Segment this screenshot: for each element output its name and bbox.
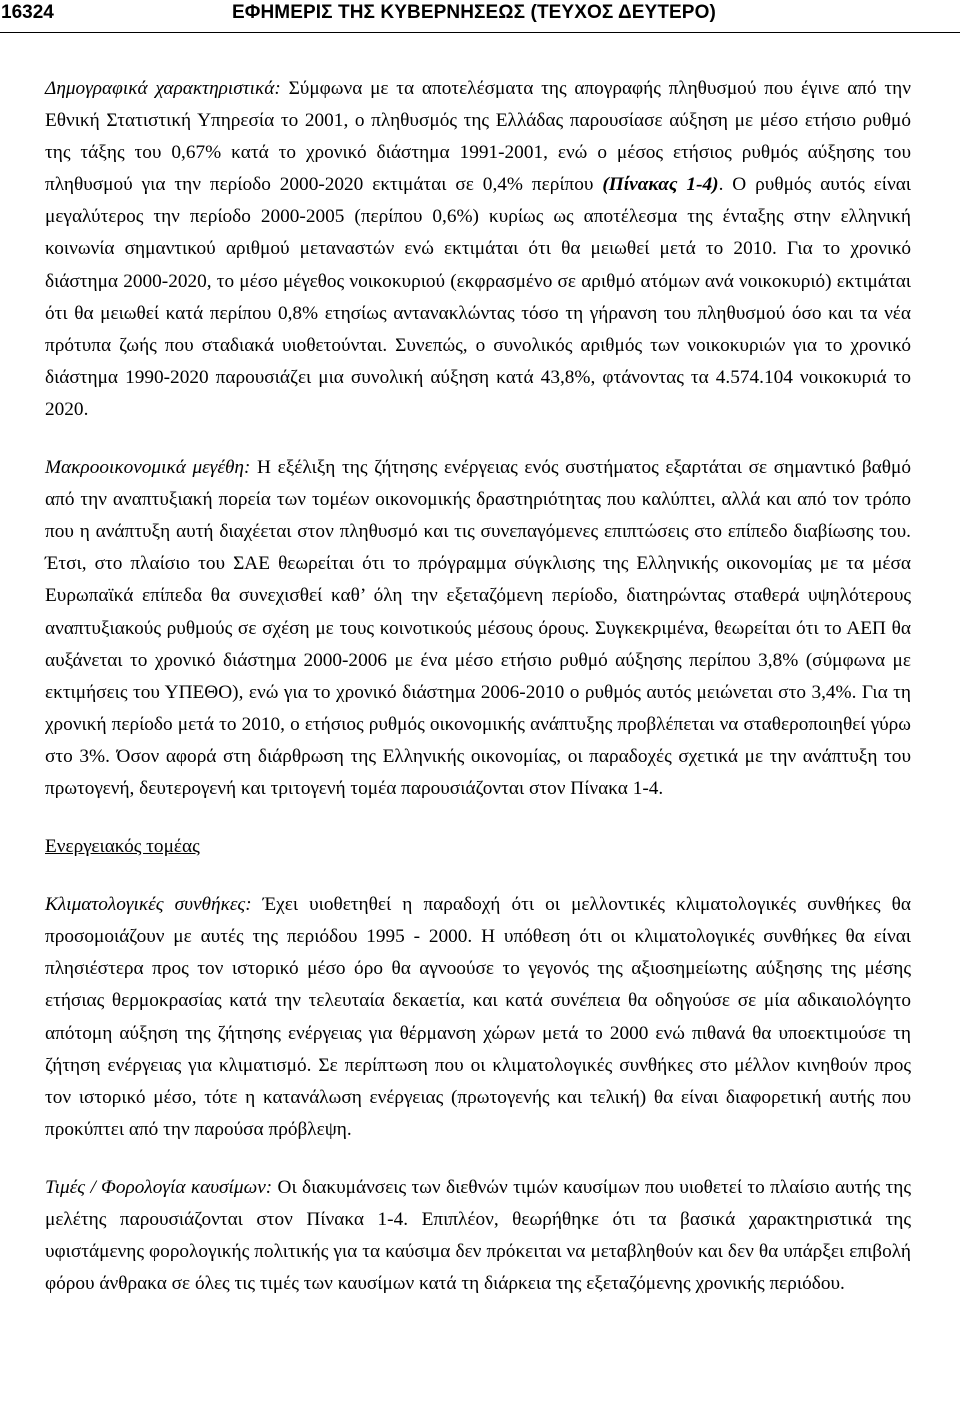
fuel-prices-text: Οι διακυμάνσεις των διεθνών τιμών καυσίμων που υιοθετεί το πλαίσιο αυτής της μελέτης παρουσιάζονται στον Πίνακα 1-4. Επιπλέον, θεωρήθηκε ότι τα βασικά χαρακτηριστικά της υφιστάμενης φορολογικής πολιτικής για τα καύσιμα δεν πρόκειται να μεταβληθούν και δεν θα υπάρξει επιβολή φόρου άνθρακα σε όλες τις τιμές των καυσίμων κατά τη διάρκεια της εξεταζόμενης χρονικής περιόδου.: [45, 1176, 911, 1295]
page-header: [0, 0, 960, 30]
header-rule: [0, 32, 960, 33]
document-body: [45, 73, 911, 1300]
macroeconomics-paragraph: [45, 452, 911, 805]
demographics-paragraph: [45, 73, 911, 426]
energy-sector-heading: Ενεργειακός τομέας: [45, 836, 200, 858]
demographics-text-b: . Ο ρυθμός αυτός είναι μεγαλύτερος την περίοδο 2000-2005 (περίπου 0,6%) κυρίως ως αποτέλεσμα της ένταξης στην ελληνική κοινωνία σημαντικού αριθμού μεταναστών ενώ εκτιμάται ότι θα μειωθεί μετά το 2010. Για το χρονικό διάστημα 2000-2020, το μέσο μέγεθος νοικοκυριού (εκφρασμένο σε αριθμό ατόμων ανά νοικοκυριό) εκτιμάται ότι θα μειωθεί κατά περίπου 0,8% ετησίως αντανακλώντας τόσο τη γήρανση του πληθυσμού όσο και τα νέα πρότυπα ζωής που σταδιακά υιοθετούνται. Συνεπώς, ο συνολικός αριθμός των νοικοκυριών για το χρονικό διάστημα 1990-2020 παρουσιάζει μια συνολική αύξηση κατά 43,8%, φτάνοντας τα 4.574.104 νοικοκυριά το 2020.: [45, 174, 911, 420]
climate-label: Κλιματολογικές συνθήκες:: [45, 894, 252, 916]
table-reference: (Πίνακας 1-4): [602, 174, 719, 196]
climate-paragraph: [45, 889, 911, 1146]
macroeconomics-label: Μακροοικονομικά μεγέθη:: [45, 457, 251, 479]
climate-text: Έχει υιοθετηθεί η παραδοχή ότι οι μελλοντικές κλιματολογικές συνθήκες θα προσομοιάζουν με αυτές της περιόδου 1995 - 2000. Η υπόθεση ότι οι κλιματολογικές συνθήκες θα είναι πλησιέστερα προς τον ιστορικό μέσο όρο θα αγνοούσε το γεγονός της αξιοσημείωτης αύξησης της μέσης ετήσιας θερμοκρασίας κατά την τελευταία δεκαετία, και κατά συνέπεια θα οδηγούσε σε μία αδικαιολόγητο απότομη αύξηση της ζήτησης ενέργειας για θέρμανση χώρων μετά το 2000 ενώ πιθανά θα υποεκτιμούσε τη ζήτηση ενέργειας για κλιματισμό. Σε περίπτωση που οι κλιματολογικές συνθήκες στο μέλλον κινηθούν προς τον ιστορικό μέσο, τότε η κατανάλωση ενέργειας (πρωτογενής και τελική) θα είναι διαφορετική αυτής που προκύπτει από την παρούσα πρόβλεψη.: [45, 894, 911, 1140]
demographics-label: Δημογραφικά χαρακτηριστικά:: [45, 78, 281, 99]
fuel-prices-paragraph: [45, 1172, 911, 1300]
demographics-text-a: Σύμφωνα με τα αποτελέσματα της απογραφής πληθυσμού που έγινε από την Εθνική Στατιστική Υπηρεσία το 2001, ο πληθυσμός της Ελλάδας παρουσίασε αύξηση με μέσο ετήσιο ρυθμό της τάξης του 0,67% κατά το χρονικό διάστημα 1991-2001, ενώ ο μέσος ετήσιος ρυθμός αύξησης του πληθυσμού για την περίοδο 2000-2020 εκτιμάται σε 0,4% περίπου: [45, 78, 911, 196]
fuel-prices-label: Τιμές / Φορολογία καυσίμων:: [45, 1176, 273, 1198]
page-number: 16324: [1, 2, 54, 23]
macroeconomics-text: Η εξέλιξη της ζήτησης ενέργειας ενός συστήματος εξαρτάται σε σημαντικό βαθμό από την αναπτυξιακή πορεία των τομέων οικονομικής δραστηριότητας που καλύπτει, αλλά και από τον τρόπο που η ανάπτυξη αυτή διαχέεται στον πληθυσμό και τις συνεπαγόμενες επιπτώσεις στο επίπεδο διαβίωσης του. Έτσι, στο πλαίσιο του ΣΑΕ θεωρείται ότι το πρόγραμμα σύγκλισης της Ελληνικής οικονομίας με τα μέσα Ευρωπαϊκά επίπεδα θα συνεχισθεί καθ’ όλη την εξεταζόμενη περίοδο, διατηρώντας σταθερά υψηλότερους αναπτυξιακούς ρυθμούς σε σχέση με τους κοινοτικούς μέσους όρους. Συγκεκριμένα, θεωρείται ότι το ΑΕΠ θα αυξάνεται το χρονικό διάστημα 2000-2006 με ένα μέσο ετήσιο ρυθμό αύξησης περίπου 3,8% (σύμφωνα με εκτιμήσεις του ΥΠΕΘΟ), ενώ για το χρονικό διάστημα 2006-2010 ο ρυθμός αυτός μειώνεται στο 3,4%. Για τη χρονική περίοδο μετά το 2010, ο ετήσιος ρυθμός οικονομικής ανάπτυξης προβλέπεται να σταθεροποιηθεί γύρω στο 3%. Όσον αφορά στη διάρθρωση της Ελληνικής οικονομίας, οι παραδοχές σχετικά με την ανάπτυξη του πρωτογενή, δευτερογενή και τριτογενή τομέα παρουσιάζονται στον Πίνακα 1-4.: [45, 457, 911, 799]
gazette-title: ΕΦΗΜΕΡΙΣ ΤΗΣ ΚΥΒΕΡΝΗΣΕΩΣ (ΤΕΥΧΟΣ ΔΕΥΤΕΡΟ): [232, 2, 716, 23]
